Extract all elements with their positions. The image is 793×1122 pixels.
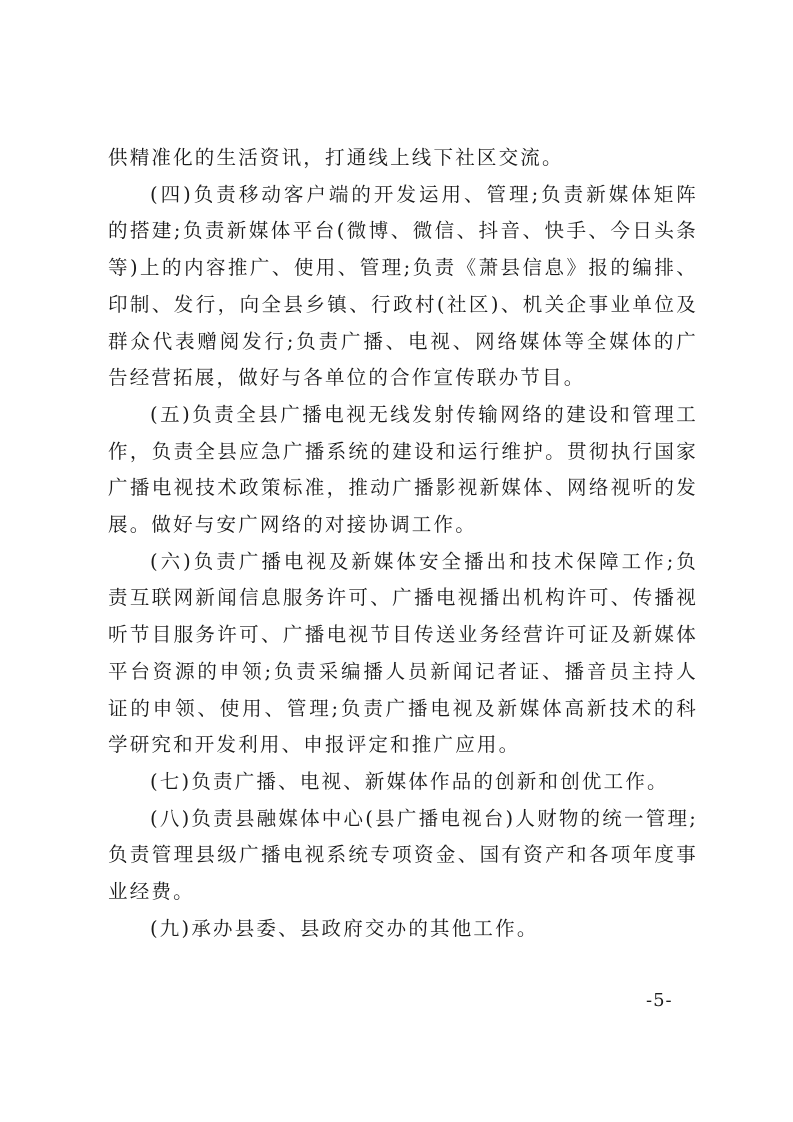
paragraph-item-5: (五)负责全县广播电视无线发射传输网络的建设和管理工作，负责全县应急广播系统的建设和运行维护。贯彻执行国家广播电视技术政策标准，推动广播影视新媒体、网络视听的发展。做好与安广网络的对接协调工作。 xyxy=(108,402,698,537)
document-body xyxy=(108,140,698,947)
paragraph-item-8: (八)负责县融媒体中心(县广播电视台)人财物的统一管理;负责管理县级广播电视系统专项资金、国有资产和各项年度事业经费。 xyxy=(108,806,698,904)
paragraph-item-7: (七)负责广播、电视、新媒体作品的创新和创优工作。 xyxy=(150,769,669,793)
paragraph-item-4: (四)负责移动客户端的开发运用、管理;负责新媒体矩阵的搭建;负责新媒体平台(微博、微信、抖音、快手、今日头条等)上的内容推广、使用、管理;负责《萧县信息》报的编排、印制、发行，向全县乡镇、行政村(社区)、机关企事业单位及群众代表赠阅发行;负责广播、电视、网络媒体等全媒体的广告经营拓展，做好与各单位的合作宣传联办节目。 xyxy=(108,182,698,390)
paragraph-item-9: (九)承办县委、县政府交办的其他工作。 xyxy=(150,916,539,940)
paragraph-continuation: 供精准化的生活资讯，打通线上线下社区交流。 xyxy=(108,146,564,169)
paragraph-item-6: (六)负责广播电视及新媒体安全播出和技术保障工作;负责互联网新闻信息服务许可、广播电视播出机构许可、传播视听节目服务许可、广播电视节目传送业务经营许可证及新媒体平台资源的申领;负责采编播人员新闻记者证、播音员主持人证的申领、使用、管理;负责广播电视及新媒体高新技术的科学研究和开发利用、申报评定和推广应用。 xyxy=(108,549,698,757)
page-number: -5- xyxy=(646,990,673,1011)
